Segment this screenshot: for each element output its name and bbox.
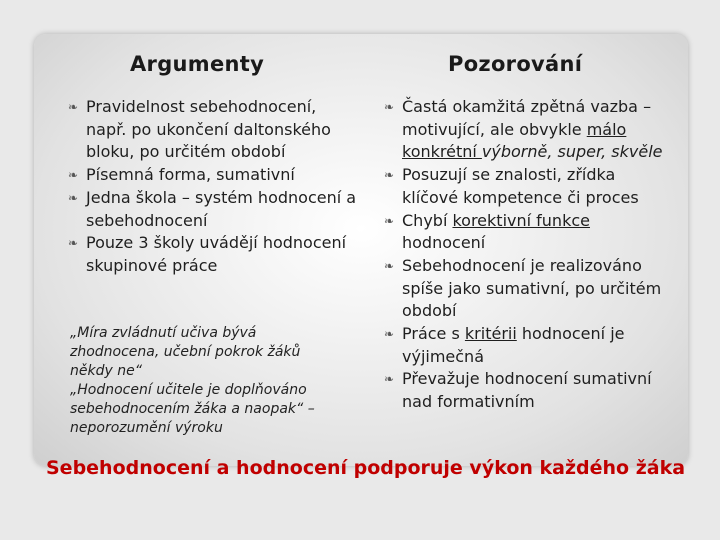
list-item: ❧ Sebehodnocení je realizováno spíše jako sumativní, po určitém období bbox=[384, 255, 662, 321]
leaf-bullet-icon: ❧ bbox=[384, 327, 395, 342]
observations-column bbox=[386, 96, 676, 414]
leaf-bullet-icon: ❧ bbox=[384, 100, 395, 114]
list-item: ❧ Písemná forma, sumativní bbox=[70, 164, 360, 187]
list-item: ❧ Pravidelnost sebehodnocení, např. po ukončení daltonského bloku, po určitém období bbox=[68, 97, 331, 162]
list-item: ❧ Chybí korektivní funkce hodnocení bbox=[384, 210, 590, 253]
heading-observations: Pozorování bbox=[448, 52, 583, 76]
list-item: ❧ Častá okamžitá zpětná vazba – motivující, ale obvykle málo konkrétní výborně, super, skvěle bbox=[384, 97, 663, 162]
quote-block: „Míra zvládnutí učiva bývá zhodnocena, učební pokrok žáků někdy ne“ „Hodnocení učitele je doplňováno sebehodnocením žáka a naopak“ – neporozumění výroku bbox=[70, 325, 315, 436]
list-item: ❧ Posuzují se znalosti, zřídka klíčové kompetence či proces bbox=[384, 165, 639, 207]
leaf-bullet-icon: ❧ bbox=[384, 372, 395, 387]
leaf-bullet-icon: ❧ bbox=[384, 258, 395, 273]
leaf-bullet-icon: ❧ bbox=[68, 100, 79, 114]
arguments-column bbox=[70, 96, 360, 278]
leaf-bullet-icon: ❧ bbox=[68, 236, 79, 251]
conclusion-text: Sebehodnocení a hodnocení podporuje výkon každého žáka bbox=[46, 457, 686, 479]
leaf-bullet-icon: ❧ bbox=[68, 168, 79, 183]
list-item: ❧ Pouze 3 školy uvádějí hodnocení skupinové práce bbox=[68, 233, 347, 275]
list-item: ❧ Práce s kritérii hodnocení je výjimečná bbox=[384, 324, 625, 366]
list-item: ❧ Jedna škola – systém hodnocení a sebehodnocení bbox=[68, 187, 357, 230]
heading-arguments: Argumenty bbox=[130, 52, 265, 76]
leaf-bullet-icon: ❧ bbox=[384, 213, 395, 228]
list-item: ❧ Převažuje hodnocení sumativní nad formativním bbox=[384, 369, 652, 412]
leaf-bullet-icon: ❧ bbox=[384, 168, 395, 183]
leaf-bullet-icon: ❧ bbox=[68, 190, 79, 205]
